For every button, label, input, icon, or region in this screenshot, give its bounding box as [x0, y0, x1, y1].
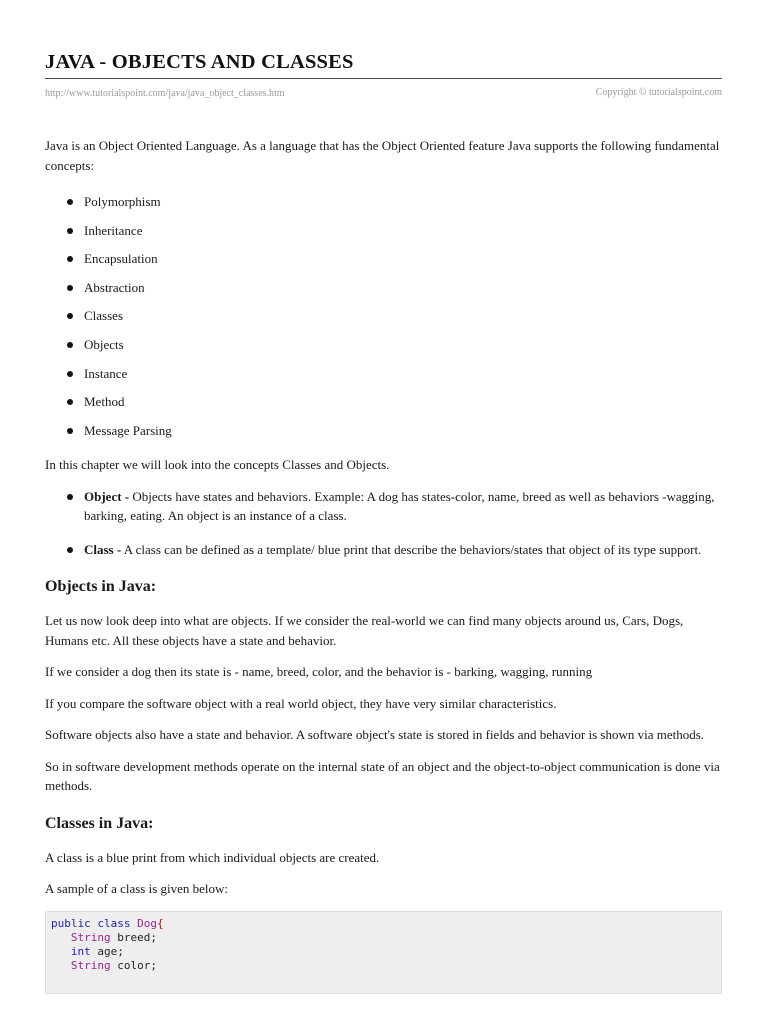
paragraph: If we consider a dog then its state is - name, breed, color, and the behavior is - barking, wagging, running [45, 664, 593, 680]
code-sample-block[interactable] [45, 911, 722, 994]
list-item: Inheritance [45, 221, 722, 250]
intro-paragraph: Java is an Object Oriented Language. As a language that has the Object Oriented feature Java supports the following fundamental concepts: [45, 138, 720, 173]
definition-item-class [45, 540, 722, 560]
code-type: String [70, 930, 111, 944]
source-url-link[interactable]: http://www.tutorialspoint.com/java/java_object_classes.htm [45, 88, 285, 99]
definition-term: Object - [84, 488, 130, 504]
code-field: age; [90, 944, 124, 958]
concepts-list [45, 192, 722, 449]
definition-term: Class - [84, 541, 122, 557]
list-item: Objects [45, 335, 722, 364]
paragraph: A class is a blue print from which individual objects are created. [45, 849, 380, 865]
code-class-name: Dog [137, 916, 157, 930]
code-type: String [70, 958, 111, 972]
page-title: JAVA - OBJECTS AND CLASSES [45, 51, 354, 73]
title-divider [45, 78, 722, 79]
definition-item-object [45, 487, 722, 526]
paragraph: Let us now look deep into what are objects. If we consider the real-world we can find many objects around us, Cars, Dogs, Humans etc. All these objects have a state and behavior. [45, 613, 684, 648]
list-item: Instance [45, 364, 722, 393]
article-body [45, 136, 722, 994]
list-item: Method [45, 392, 722, 421]
list-item: Polymorphism [45, 192, 722, 221]
definitions-list [45, 487, 722, 560]
section-heading-objects: Objects in Java: [45, 578, 157, 596]
definition-text: A class can be defined as a template/ blue print that describe the behaviors/states that object of its type support. [121, 541, 702, 557]
code-keyword: public [51, 916, 91, 930]
code-field: color; [110, 958, 157, 972]
code-type: int [70, 944, 91, 958]
definition-text: Objects have states and behaviors. Example: A dog has states-color, name, breed as well as behaviors -wagging, barking, eating. An object is an instance of a class. [84, 488, 715, 524]
chapter-intro-paragraph: In this chapter we will look into the concepts Classes and Objects. [45, 457, 390, 473]
code-field: breed; [110, 930, 157, 944]
list-item: Abstraction [45, 278, 722, 307]
section-heading-classes: Classes in Java: [45, 814, 154, 832]
paragraph: If you compare the software object with a real world object, they have very similar characteristics. [45, 695, 557, 711]
list-item: Classes [45, 306, 722, 335]
list-item: Message Parsing [45, 421, 722, 450]
paragraph: Software objects also have a state and behavior. A software object's state is stored in fields and behavior is shown via methods. [45, 727, 705, 743]
copyright-notice: Copyright © tutorialspoint.com [595, 87, 722, 98]
list-item: Encapsulation [45, 249, 722, 278]
code-brace: { [157, 916, 164, 930]
paragraph: So in software development methods operate on the internal state of an object and the object-to-object communication is done via methods. [45, 758, 720, 794]
code-keyword: class [97, 916, 131, 930]
paragraph: A sample of a class is given below: [45, 881, 229, 897]
